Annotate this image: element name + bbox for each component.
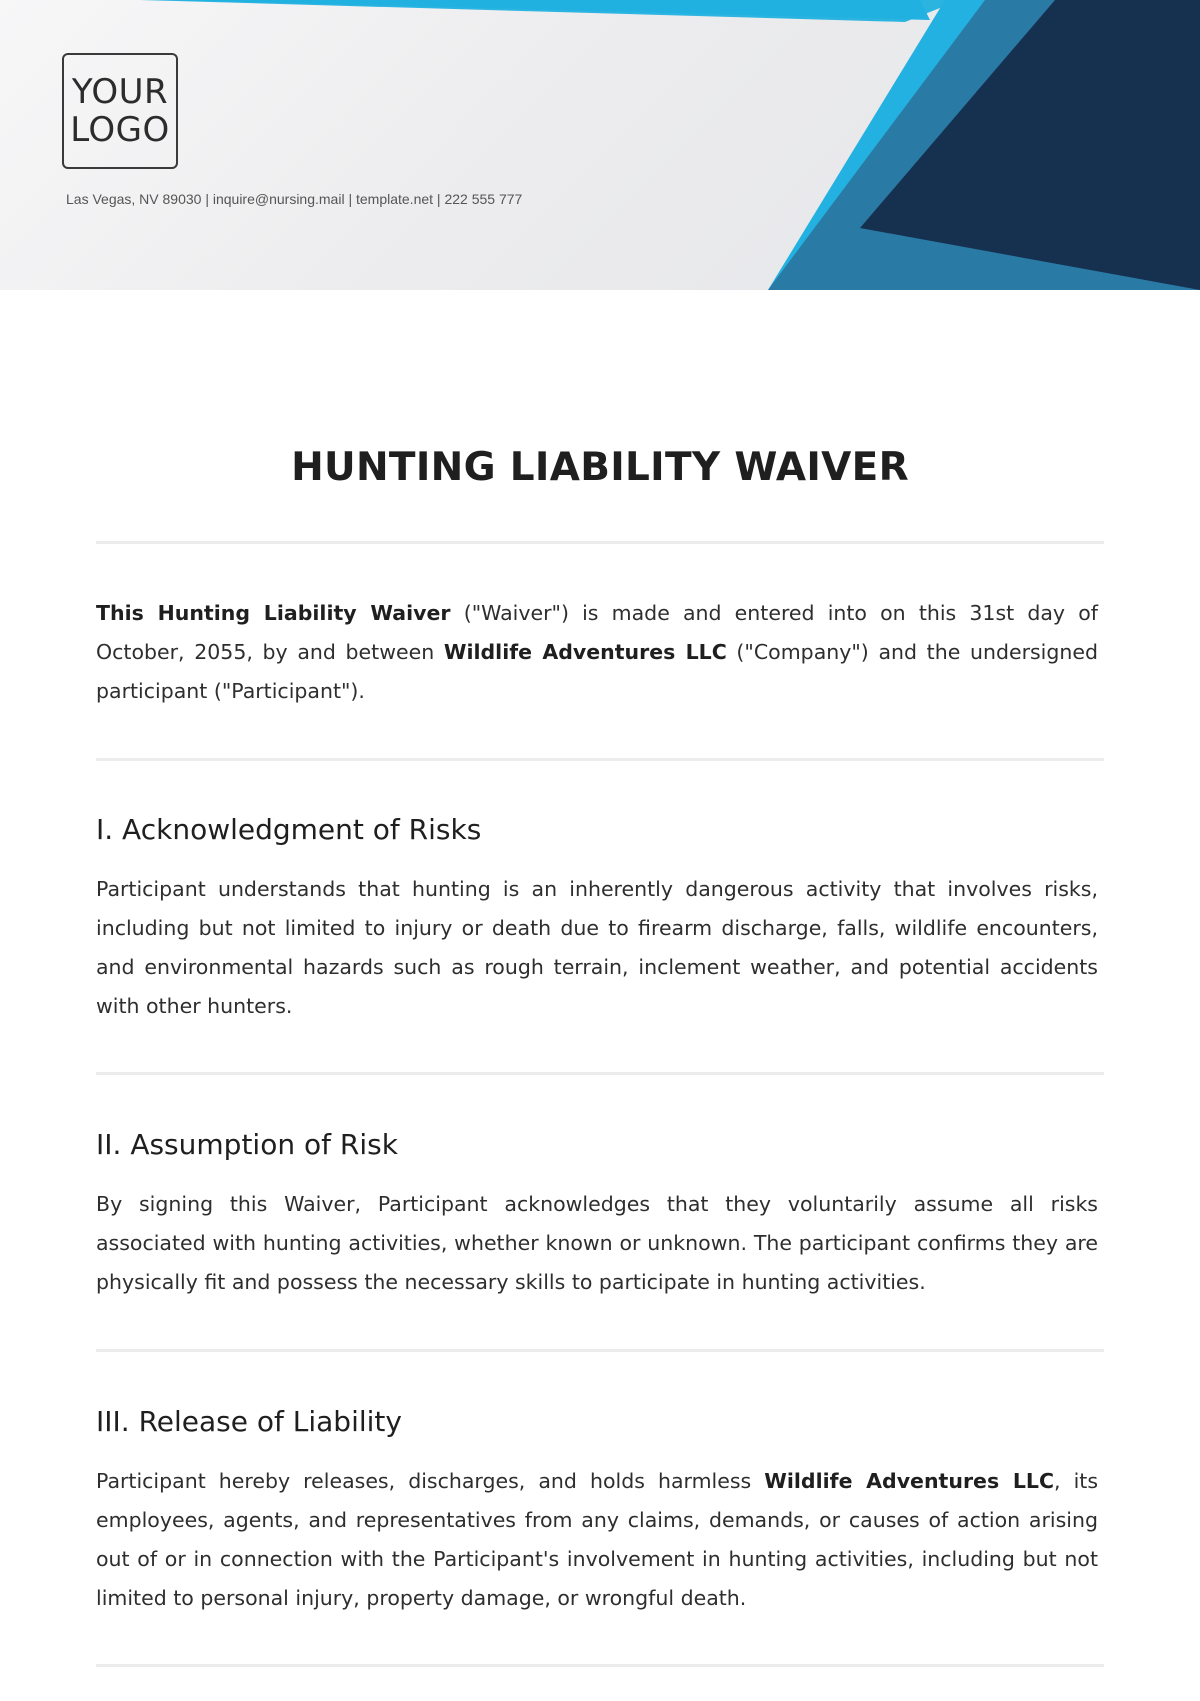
letterhead [0, 0, 1200, 290]
intro-paragraph [96, 594, 1098, 711]
divider [96, 758, 1104, 761]
logo-line-2: LOGO [70, 110, 170, 150]
divider [96, 1072, 1104, 1075]
release-bold-company: Wildlife Adventures LLC [764, 1469, 1055, 1493]
header-decoration [0, 0, 1200, 290]
intro-bold-waiver: This Hunting Liability Waiver [96, 601, 451, 625]
release-text-2: , its employees, agents, and representatives from any claims, demands, or causes of action arising out of or in connection with the Participant's involvement in hunting activities, including but not limited to personal injury, property damage, or wrongful death. [96, 1469, 1098, 1610]
intro-text-1: ("Waiver") is made and entered into on this 31st day of October, 2055, by and between [96, 601, 1098, 664]
divider [96, 541, 1104, 544]
section-heading-assumption: II. Assumption of Risk [96, 1128, 398, 1161]
intro-text-2: ("Company") and the undersigned participant ("Participant"). [96, 640, 1099, 703]
release-text-1: Participant hereby releases, discharges, and holds harmless [96, 1469, 765, 1493]
section-body-risks: Participant understands that hunting is an inherently dangerous activity that involves risks, including but not limited to injury or death due to firearm discharge, falls, wildlife encounters, and environmental hazards such as rough terrain, inclement weather, and potential accidents with other hunters. [96, 877, 1098, 1018]
section-heading-risks: I. Acknowledgment of Risks [96, 813, 482, 846]
divider [96, 1349, 1104, 1352]
document-title: HUNTING LIABILITY WAIVER [291, 445, 909, 490]
logo-line-1: YOUR [71, 72, 169, 112]
section-body-assumption: By signing this Waiver, Participant acknowledges that they voluntarily assume all risks associated with hunting activities, whether known or unknown. The participant confirms they are physically fit and possess the necessary skills to participate in hunting activities. [96, 1192, 1098, 1294]
intro-bold-company: Wildlife Adventures LLC [443, 640, 727, 664]
section-body-release [96, 1462, 1098, 1618]
divider [96, 1664, 1104, 1667]
logo [62, 53, 178, 169]
section-heading-release: III. Release of Liability [96, 1405, 402, 1438]
contact-info: Las Vegas, NV 89030 | inquire@nursing.mail | template.net | 222 555 777 [66, 191, 523, 207]
